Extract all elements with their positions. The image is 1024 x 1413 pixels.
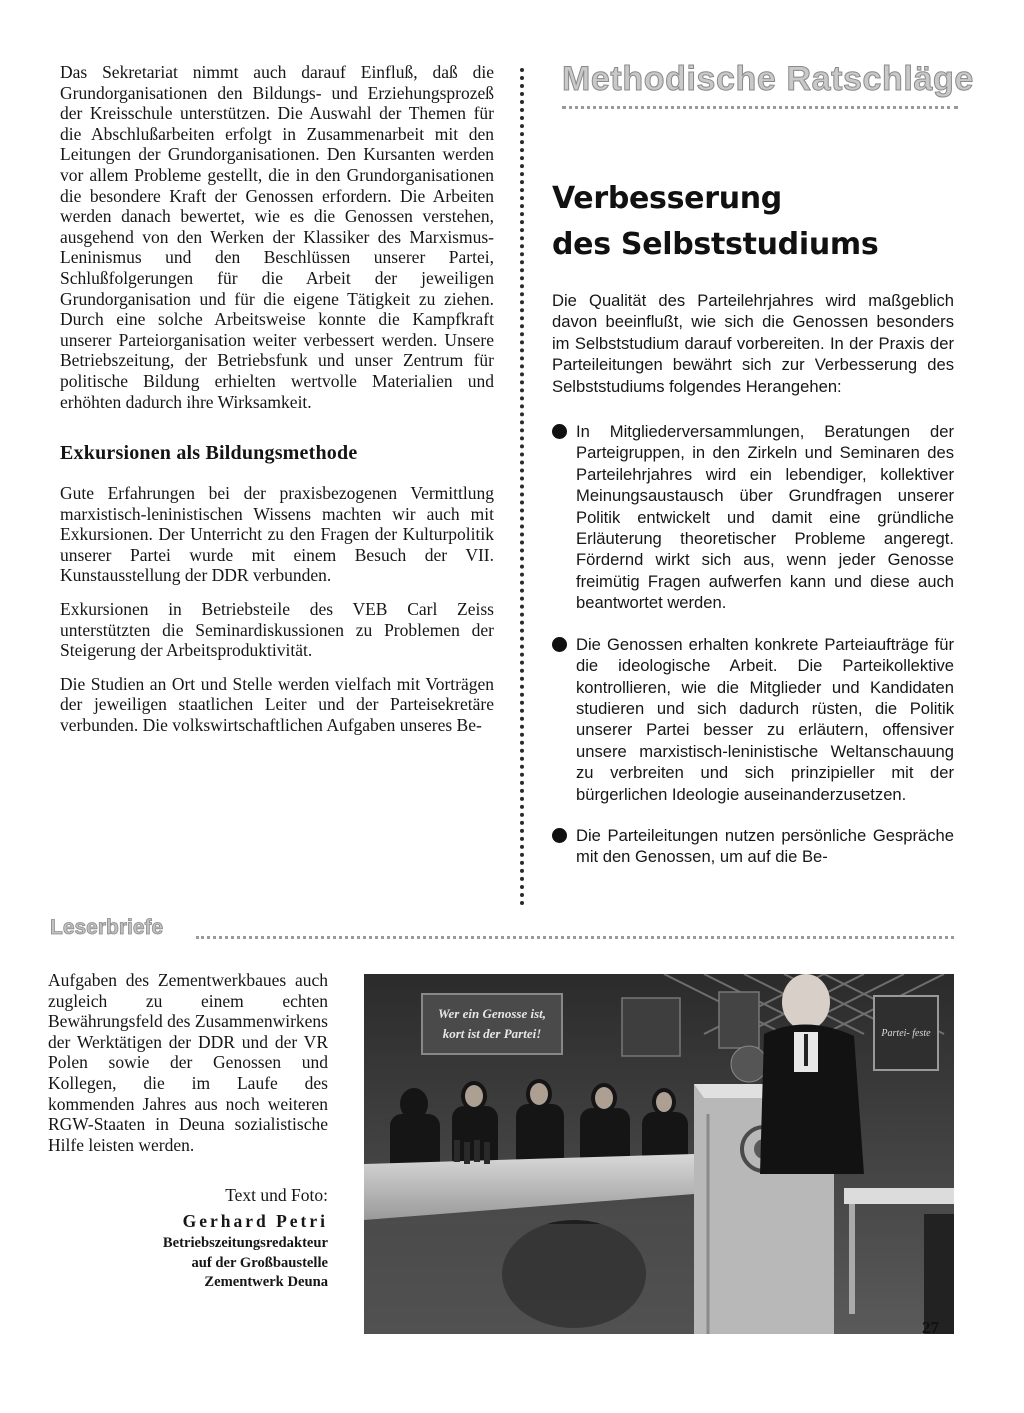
rubric-title: Methodische Ratschläge: [562, 60, 974, 98]
bullet-item: [552, 634, 954, 805]
rubric-underline: [562, 106, 958, 109]
section-label-leserbriefe: Leserbriefe: [50, 916, 164, 939]
meeting-photo: [364, 974, 954, 1334]
article-intro: Die Qualität des Parteilehrjahres wird maßgeblich davon beeinflußt, wie sich die Genossen besonders im Selbststudium darauf vorbereiten. In der Praxis der Parteileitungen bewährt sich zur Verbesserung des Selbststudiums folgendes Herangehen:: [552, 291, 954, 396]
left-paragraph-4: Die Studien an Ort und Stelle werden vielfach mit Vorträgen der jeweiligen staatlichen Leiter und der Parteisekretäre verbunden. Die volkswirtschaftlichen Aufgaben unseres Be-: [60, 673, 494, 736]
banner-right: Partei- feste: [881, 1028, 931, 1039]
right-column: [552, 290, 954, 888]
bullet-item: [552, 825, 954, 868]
subheading-exkursionen: Exkursionen als Bildungsmethode: [60, 442, 358, 465]
left-column: [60, 62, 494, 749]
credit-role-2: auf der Großbaustelle: [191, 1254, 328, 1271]
bullet-dot-icon: [552, 424, 567, 439]
banner-left-line-2: kort ist der Partei!: [442, 1026, 542, 1041]
page-number: 27: [922, 1318, 939, 1337]
article-headline: [552, 176, 972, 268]
credit-author: Gerhard Petri: [182, 1211, 328, 1231]
section-rule: [196, 936, 954, 939]
headline-line-1: Verbesserung: [552, 181, 782, 216]
credit-role-1: Betriebszeitungsredakteur: [162, 1235, 328, 1251]
bullet-dot-icon: [552, 828, 567, 843]
left-paragraph-1: Das Sekretariat nimmt auch darauf Einfluß, daß die Grundorganisationen den Bildungs- und Erziehungsprozeß der Kreisschule unterstützen. Die Auswahl der Themen für die Abschlußarbeiten erfolgt in Zusammenarbeit mit den Leitungen der Grundorganisationen. Den Kursanten werden vor allem Probleme gestellt, die in den Grundorganisationen die besondere Kraft der Genossen erfordern. Die Arbeiten werden danach bewertet, wie es die Genossen verstehen, ausgehend von den Werken der Klassiker des Marxismus-Leninismus und den Beschlüssen unserer Partei, Schlußfolgerungen für die Arbeit der jeweiligen Grundorganisation und für die eigene Tätigkeit zu ziehen. Durch eine solche Arbeitsweise konnte die Kampfkraft unserer Parteiorganisation weiter verbessert werden. Unsere Betriebszeitung, der Betriebsfunk und unser Zentrum für politische Bildung erhielten wertvolle Materialien und erhöhten dadurch ihre Wirksamkeit.: [60, 62, 494, 412]
bullet-dot-icon: [552, 637, 567, 652]
banner-left-line-1: Wer ein Genosse ist,: [437, 1006, 547, 1021]
photo-credit: [100, 1184, 328, 1293]
column-divider: [520, 68, 524, 906]
bullet-text: In Mitgliederversammlungen, Beratungen der Parteigruppen, in den Zirkeln und Seminaren des Parteilehrjahres wird ein lebendiger, kollektiver Meinungsaustausch über Grundfragen unserer Politik entwickelt und damit eine gründliche Erläuterung theoretischer Probleme angeregt. Fördernd wirkt sich aus, wenn jeder Genosse freimütig Fragen aufwerfen kann und diese auch beantwortet werden.: [576, 422, 954, 613]
bullet-text: Die Parteileitungen nutzen persönliche Gespräche mit den Genossen, um auf die Be-: [576, 825, 954, 867]
letter-text: Aufgaben des Zementwerkbaues auch zugleich zu einem echten Bewährungsfeld des Zusammenwirkens der Werktätigen der DDR und der VR Polen sowie der Genossen und Kollegen, die im Laufe des kommenden Jahres aus noch weiteren RGW-Staaten in Deuna sozialistische Hilfe leisten werden.: [48, 970, 328, 1155]
credit-label: Text und Foto:: [225, 1185, 328, 1205]
left-paragraph-3: Exkursionen in Betriebsteile des VEB Carl Zeiss unterstützten die Seminardiskussionen zu Problemen der Steigerung der Arbeitsproduktivität.: [60, 599, 494, 661]
left-paragraph-2: Gute Erfahrungen bei der praxisbezogenen Vermittlung marxistisch-leninistischen Wissens machten wir auch mit Exkursionen. Der Unterricht zu den Fragen der Kulturpolitik unserer Partei wurde mit einem Besuch der VII. Kunstausstellung der DDR verbunden.: [60, 483, 494, 586]
credit-role-3: Zementwerk Deuna: [204, 1274, 328, 1290]
bullet-text: Die Genossen erhalten konkrete Parteiaufträge für die ideologische Arbeit. Die Parteikollektive kontrollieren, wie die Mitglieder und Kandidaten studieren und sich dadurch rüsten, die Politik unserer Partei besser zu erläutern, offensiver unsere marxistisch-leninistische Weltanschauung zu verbreiten und sich prinzipieller mit der bürgerlichen Ideologie auseinanderzusetzen.: [576, 634, 954, 804]
bullet-item: [552, 421, 954, 614]
meeting-photo-illustration: [364, 974, 954, 1334]
headline-line-2: des Selbststudiums: [552, 227, 879, 262]
